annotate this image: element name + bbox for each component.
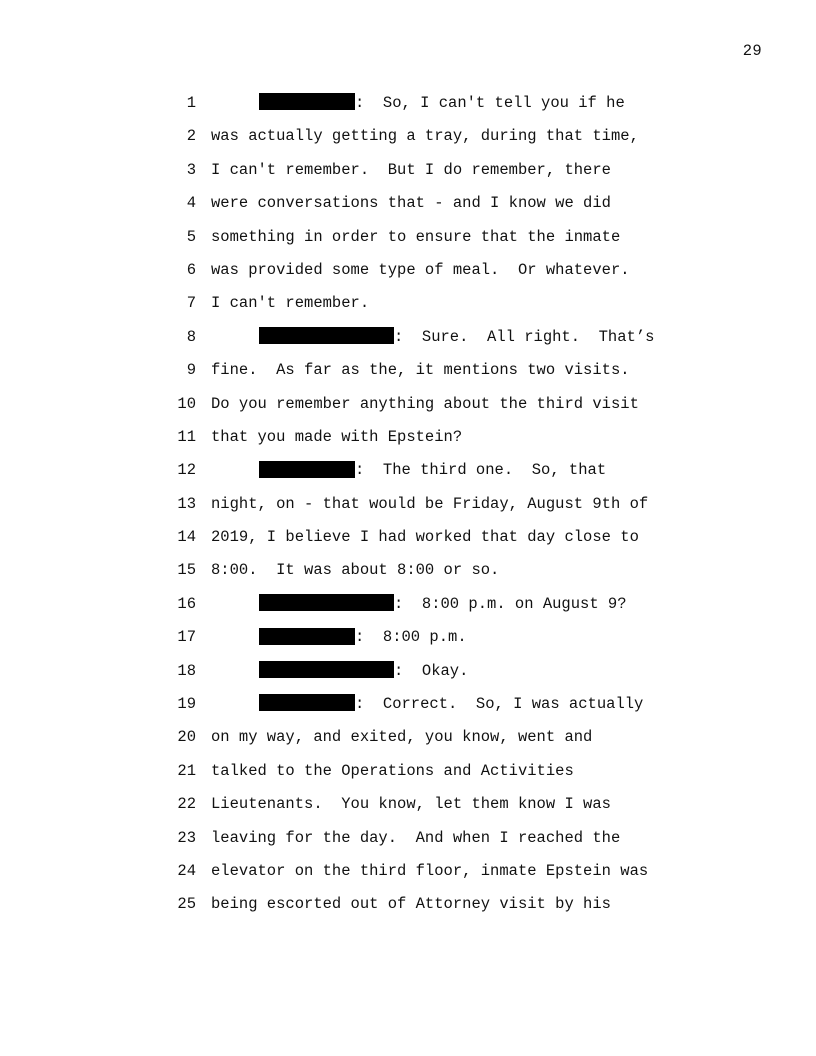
redacted-speaker-name [259,594,394,611]
transcript-line [0,488,816,521]
transcript-line [0,855,816,888]
transcript-line [0,788,816,821]
line-text-container [211,454,606,487]
line-text-container [211,87,625,120]
redacted-speaker-name [259,461,355,478]
line-text-container [211,120,639,153]
line-text-container [211,688,643,721]
line-text: on my way, and exited, you know, went and [211,728,593,747]
line-number: 1 [186,94,196,112]
transcript-line [0,388,816,421]
redacted-speaker-name [259,628,355,645]
transcript-line [0,721,816,754]
line-number: 19 [177,695,196,714]
transcript-body [0,87,816,922]
line-text-container [211,521,639,554]
line-number: 15 [177,561,196,580]
line-text: : Okay. [394,661,469,680]
transcript-line [0,822,816,855]
line-number: 6 [186,260,196,279]
line-number: 20 [177,728,196,747]
line-number: 24 [177,861,196,880]
line-text: that you made with Epstein? [211,427,463,446]
transcript-line [0,254,816,287]
transcript-line [0,421,816,454]
transcript-line [0,588,816,621]
transcript-line [0,521,816,554]
transcript-line [0,87,816,120]
line-text-container [211,221,620,254]
line-number: 13 [177,494,196,513]
line-text: I can't remember. [211,294,370,313]
redacted-speaker-name [259,694,355,711]
line-number: 16 [177,594,196,613]
line-number: 22 [177,795,196,814]
line-text: talked to the Operations and Activities [211,761,574,780]
line-text-container [211,388,639,421]
line-number: 3 [186,160,196,179]
line-text: : The third one. So, that [355,461,607,480]
line-number: 9 [186,361,196,380]
transcript-line [0,120,816,153]
line-text-container [211,721,592,754]
line-text: 8:00. It was about 8:00 or so. [211,561,500,580]
redacted-speaker-name [259,93,355,110]
line-number: 7 [186,294,196,313]
line-text-container [211,888,611,921]
line-text-container [211,822,620,855]
line-text: was actually getting a tray, during that time, [211,127,639,146]
line-text-container [211,187,611,220]
line-text-container [211,621,467,654]
line-text: : 8:00 p.m. on August 9? [394,594,627,613]
line-text: something in order to ensure that the inmate [211,227,621,246]
line-number: 21 [177,761,196,780]
transcript-line [0,321,816,354]
line-text: : Sure. All right. That’s [394,327,655,346]
transcript-line [0,621,816,654]
line-text: night, on - that would be Friday, August 9th of [211,494,649,513]
line-text-container [211,788,611,821]
line-text-container [211,287,369,320]
line-text: I can't remember. But I do remember, there [211,160,611,179]
transcript-line [0,755,816,788]
transcript-line [0,187,816,220]
transcript-line [0,454,816,487]
redacted-speaker-name [259,661,394,678]
line-text-container [211,755,574,788]
line-number: 18 [177,661,196,680]
line-text: Do you remember anything about the third visit [211,394,639,413]
line-number: 12 [177,461,196,480]
line-text: was provided some type of meal. Or whatever. [211,260,630,279]
line-number: 14 [177,528,196,547]
line-text-container [211,655,468,688]
page-number: 29 [742,42,762,60]
line-text: being escorted out of Attorney visit by his [211,895,611,914]
line-text-container [211,488,648,521]
line-text: Lieutenants. You know, let them know I was [211,795,611,814]
transcript-line [0,154,816,187]
line-text: elevator on the third floor, inmate Epstein was [211,861,649,880]
redacted-speaker-name [259,327,394,344]
line-text: : Correct. So, I was actually [355,695,644,714]
transcript-line [0,287,816,320]
line-number: 17 [177,628,196,647]
transcript-line [0,888,816,921]
line-text-container [211,254,630,287]
transcript-line [0,655,816,688]
line-text: fine. As far as the, it mentions two visits. [211,361,630,380]
transcript-line [0,554,816,587]
line-text-container [211,154,611,187]
transcript-line [0,221,816,254]
line-text: 2019, I believe I had worked that day close to [211,528,639,547]
line-text: leaving for the day. And when I reached the [211,828,621,847]
line-text: : So, I can't tell you if he [355,94,625,112]
line-number: 10 [177,394,196,413]
line-text: : 8:00 p.m. [355,628,467,647]
line-text-container [211,354,630,387]
line-number: 5 [186,227,196,246]
line-text-container [211,421,462,454]
line-text-container [211,554,499,587]
line-text-container [211,855,648,888]
line-text-container [211,321,654,354]
line-number: 2 [186,127,196,146]
transcript-line [0,354,816,387]
line-text-container [211,588,627,621]
line-number: 25 [177,895,196,914]
line-number: 23 [177,828,196,847]
line-number: 11 [177,427,196,446]
line-number: 8 [186,327,196,346]
line-text: were conversations that - and I know we did [211,194,611,213]
line-number: 4 [186,194,196,213]
transcript-line [0,688,816,721]
